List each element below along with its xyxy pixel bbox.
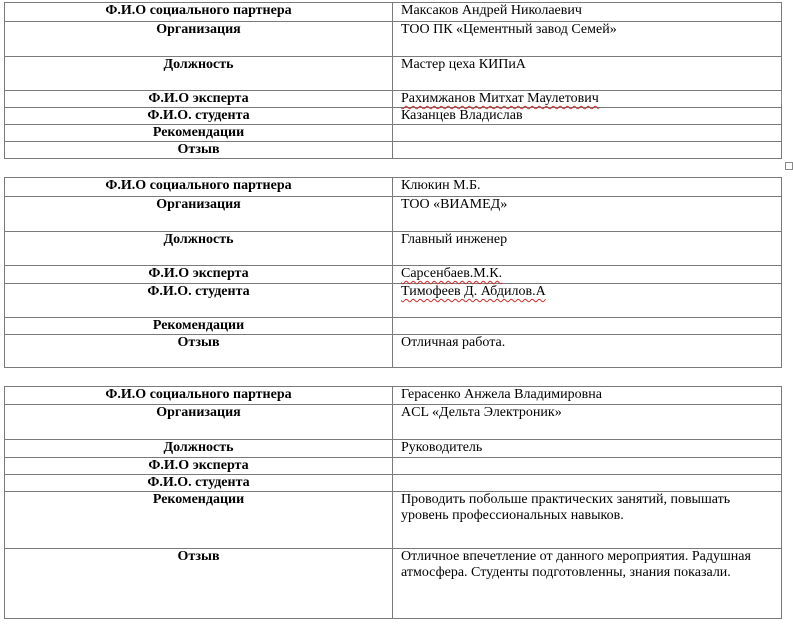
row-label: Ф.И.О социального партнера xyxy=(5,387,393,405)
row-value: Отличное впечетление от данного мероприятия. Радушная атмосфера. Студенты подготовленны, знания показали. xyxy=(393,549,782,619)
row-label: Должность xyxy=(5,232,393,266)
table-row xyxy=(5,91,782,108)
table-row xyxy=(5,108,782,125)
row-value: Казанцев Владислав xyxy=(393,108,782,125)
table-row xyxy=(5,440,782,458)
row-label: Организация xyxy=(5,22,393,57)
row-label: Ф.И.О социального партнера xyxy=(5,178,393,197)
table-row xyxy=(5,232,782,266)
row-value: Клюкин М.Б. xyxy=(393,178,782,197)
row-label: Ф.И.О. студента xyxy=(5,108,393,125)
row-label: Ф.И.О. студента xyxy=(5,284,393,318)
row-value xyxy=(393,475,782,492)
table-row xyxy=(5,57,782,91)
row-value xyxy=(393,91,782,108)
row-label: Рекомендации xyxy=(5,125,393,142)
feedback-table-1 xyxy=(4,2,782,159)
row-value xyxy=(393,318,782,335)
table-row xyxy=(5,266,782,284)
row-label: Рекомендации xyxy=(5,318,393,335)
row-label: Отзыв xyxy=(5,142,393,159)
table-end-marker xyxy=(785,162,793,170)
feedback-table-3 xyxy=(4,386,782,619)
row-value xyxy=(393,284,782,318)
spell-underlined-text: Рахимжанов Митхат Маулетович xyxy=(401,91,599,106)
row-label: Отзыв xyxy=(5,335,393,368)
row-value: Главный инженер xyxy=(393,232,782,266)
row-label: Ф.И.О эксперта xyxy=(5,458,393,475)
row-value: ТОО «ВИАМЕД» xyxy=(393,197,782,232)
spell-underlined-text: Тимофеев Д. Абдилов.А xyxy=(401,284,546,299)
row-value xyxy=(393,266,782,284)
text-cursor-marker xyxy=(781,92,782,104)
row-value: ACL «Дельта Электроник» xyxy=(393,405,782,440)
row-value: Руководитель xyxy=(393,440,782,458)
table-row xyxy=(5,405,782,440)
table-row xyxy=(5,197,782,232)
spell-underlined-text: Сарсенбаев.М.К. xyxy=(401,266,503,281)
row-label: Ф.И.О социального партнера xyxy=(5,3,393,22)
row-label: Ф.И.О. студента xyxy=(5,475,393,492)
table-row xyxy=(5,335,782,368)
table-row xyxy=(5,549,782,619)
table-row xyxy=(5,178,782,197)
row-value xyxy=(393,125,782,142)
row-label: Отзыв xyxy=(5,549,393,619)
row-value xyxy=(393,142,782,159)
row-label: Организация xyxy=(5,405,393,440)
feedback-table-2 xyxy=(4,177,782,368)
row-label: Ф.И.О эксперта xyxy=(5,266,393,284)
row-value: Отличная работа. xyxy=(393,335,782,368)
row-value: Проводить побольше практических занятий, повышать уровень профессиональных навыков. xyxy=(393,492,782,549)
table-row xyxy=(5,318,782,335)
table-row xyxy=(5,284,782,318)
row-value xyxy=(393,458,782,475)
table-row xyxy=(5,492,782,549)
row-label: Организация xyxy=(5,197,393,232)
table-row xyxy=(5,22,782,57)
row-value: Мастер цеха КИПиА xyxy=(393,57,782,91)
row-label: Рекомендации xyxy=(5,492,393,549)
table-row xyxy=(5,142,782,159)
row-label: Должность xyxy=(5,57,393,91)
row-value: Герасенко Анжела Владимировна xyxy=(393,387,782,405)
row-label: Ф.И.О эксперта xyxy=(5,91,393,108)
table-row xyxy=(5,458,782,475)
table-row xyxy=(5,125,782,142)
table-row xyxy=(5,3,782,22)
row-value: Максаков Андрей Николаевич xyxy=(393,3,782,22)
row-value: ТОО ПК «Цементный завод Семей» xyxy=(393,22,782,57)
row-label: Должность xyxy=(5,440,393,458)
table-row xyxy=(5,387,782,405)
table-row xyxy=(5,475,782,492)
